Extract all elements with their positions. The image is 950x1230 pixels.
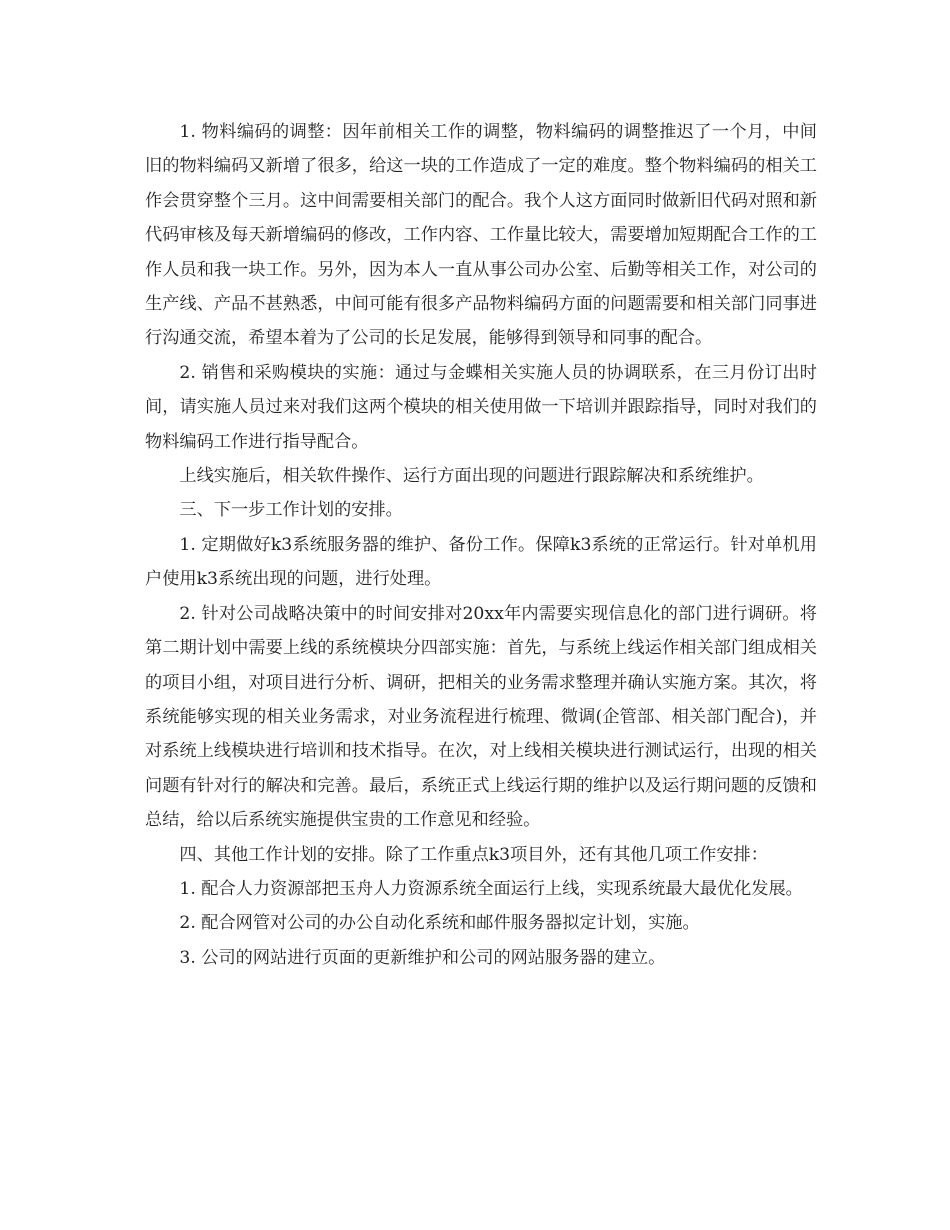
paragraph-post-launch: 上线实施后，相关软件操作、运行方面出现的问题进行跟踪解决和系统维护。 bbox=[179, 466, 764, 487]
section-heading-other-plans: 四、其他工作计划的安排。除了工作重点k3项目外，还有其他几项工作安排： bbox=[179, 844, 768, 865]
document-body bbox=[145, 115, 817, 975]
section-heading-next-plan: 三、下一步工作计划的安排。 bbox=[179, 500, 403, 521]
paragraph-server-maintenance: 1. 定期做好k3系统服务器的维护、备份工作。保障k3系统的正常运行。针对单机用户使用k3系统出现的问题，进行处理。 bbox=[145, 534, 817, 590]
paragraph-strategic-research: 2. 针对公司战略决策中的时间安排对20xx年内需要实现信息化的部门进行调研。将第二期计划中需要上线的系统模块分四部实施：首先，与系统上线运作相关部门组成相关的项目小组，对项目进行分析、调研，把相关的业务需求整理并确认实施方案。其次，将系统能够实现的相关业务需求，对业务流程进行梳理、微调(企管部、相关部门配合)，并对系统上线模块进行培训和技术指导。在次，对上线相关模块进行测试运行，出现的相关问题有针对行的解决和完善。最后，系统正式上线运行期的维护以及运行期问题的反馈和总结，给以后系统实施提供宝贵的工作意见和经验。 bbox=[145, 603, 817, 831]
paragraph-material-coding: 1. 物料编码的调整：因年前相关工作的调整，物料编码的调整推迟了一个月，中间旧的物料编码又新增了很多，给这一块的工作造成了一定的难度。整个物料编码的相关工作会贯穿整个三月。这中间需要相关部门的配合。我个人这方面同时做新旧代码对照和新代码审核及每天新增编码的修改，工作内容、工作量比较大，需要增加短期配合工作的工作人员和我一块工作。另外，因为本人一直从事公司办公室、后勤等相关工作，对公司的生产线、产品不甚熟悉，中间可能有很多产品物料编码方面的问题需要和相关部门同事进行沟通交流，希望本着为了公司的长足发展，能够得到领导和同事的配合。 bbox=[145, 122, 817, 349]
paragraph-website: 3. 公司的网站进行页面的更新维护和公司的网站服务器的建立。 bbox=[179, 947, 666, 968]
paragraph-office-automation: 2. 配合网管对公司的办公自动化系统和邮件服务器拟定计划，实施。 bbox=[179, 913, 700, 934]
paragraph-hr-system: 1. 配合人力资源部把玉舟人力资源系统全面运行上线，实现系统最大最优化发展。 bbox=[179, 878, 803, 899]
paragraph-sales-purchase: 2. 销售和采购模块的实施：通过与金蝶相关实施人员的协调联系，在三月份订出时间，请实施人员过来对我们这两个模块的相关使用做一下培训并跟踪指导，同时对我们的物料编码工作进行指导配合。 bbox=[145, 362, 817, 452]
